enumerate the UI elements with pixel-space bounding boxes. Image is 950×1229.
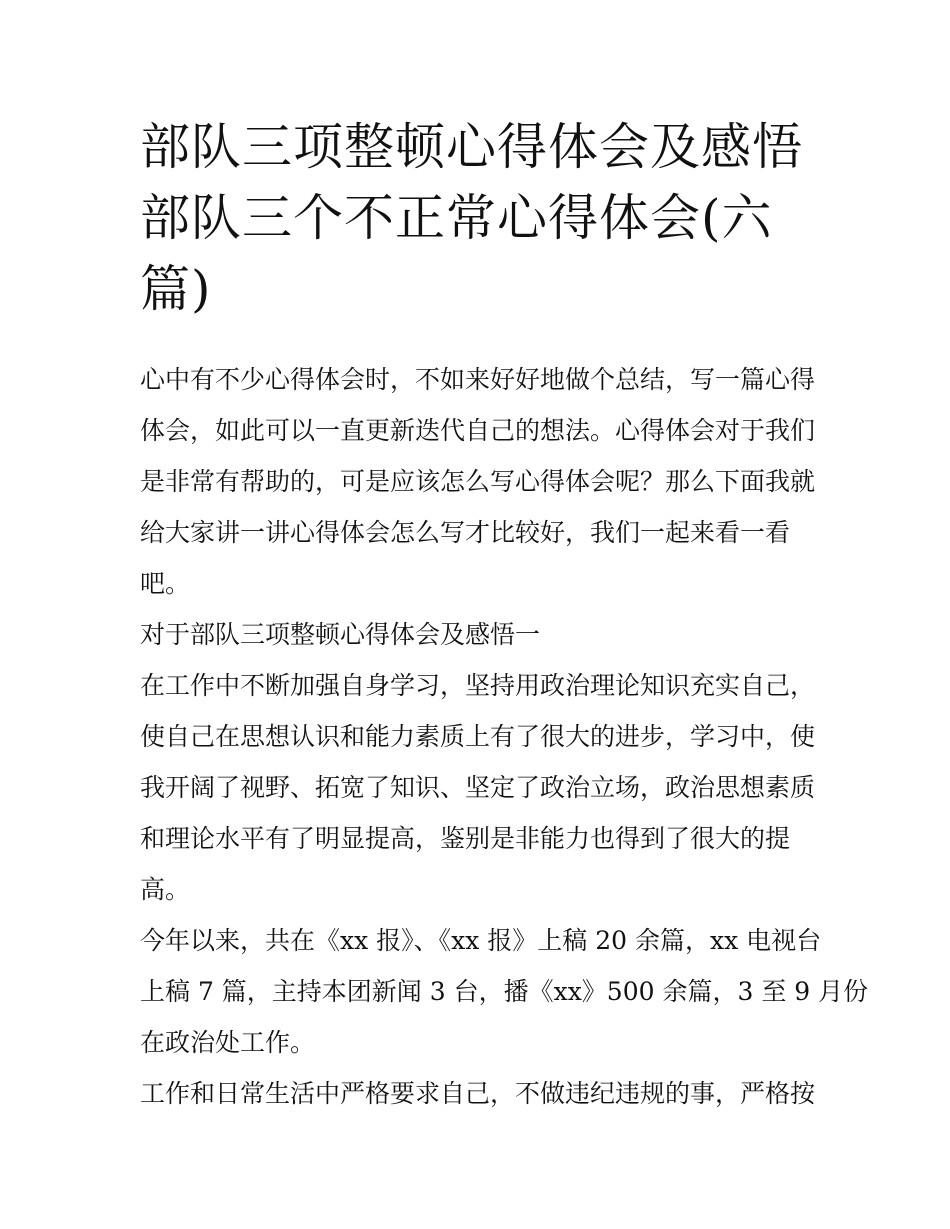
text-line: 体会，如此可以一直更新迭代自己的想法。心得体会对于我们 [140,416,816,445]
text-line: 和理论水平有了明显提高，鉴别是非能力也得到了很大的提 [140,824,791,853]
text-line: 心中有不少心得体会时，不如来好好地做个总结，写一篇心得 [140,365,816,394]
intro-paragraph [140,354,830,609]
text-line: 今年以来，共在《xx 报》、《xx 报》上稿 20 余篇，xx 电视台 [140,926,822,955]
text-line: 上稿 7 篇，主持本团新闻 3 台，播《xx》500 余篇，3 至 9 月份 [140,977,869,1006]
text-line: 对于部队三项整顿心得体会及感悟一 [140,620,541,649]
text-line: 高。 [140,875,191,904]
text-line: 我开阔了视野、拓宽了知识、坚定了政治立场，政治思想素质 [140,773,816,802]
title-line: 篇) [140,260,212,318]
text-line: 工作和日常生活中严格要求自己，不做违纪违规的事，严格按 [140,1079,816,1108]
text-line: 在政治处工作。 [140,1028,316,1057]
text-line: 吧。 [140,569,191,598]
body-paragraph [140,915,869,1068]
body-paragraph [140,1068,830,1119]
title-line: 部队三个不正常心得体会(六 [140,189,773,247]
document-body [140,354,869,1119]
document-title [140,112,820,325]
text-line: 使自己在思想认识和能力素质上有了很大的进步，学习中，使 [140,722,816,751]
body-paragraph [140,660,830,915]
title-line: 部队三项整顿心得体会及感悟 [140,118,803,176]
text-line: 在工作中不断加强自身学习，坚持用政治理论知识充实自己， [140,671,816,700]
text-line: 给大家讲一讲心得体会怎么写才比较好，我们一起来看一看 [140,518,791,547]
section-heading [140,609,830,660]
text-line: 是非常有帮助的，可是应该怎么写心得体会呢？那么下面我就 [140,467,816,496]
